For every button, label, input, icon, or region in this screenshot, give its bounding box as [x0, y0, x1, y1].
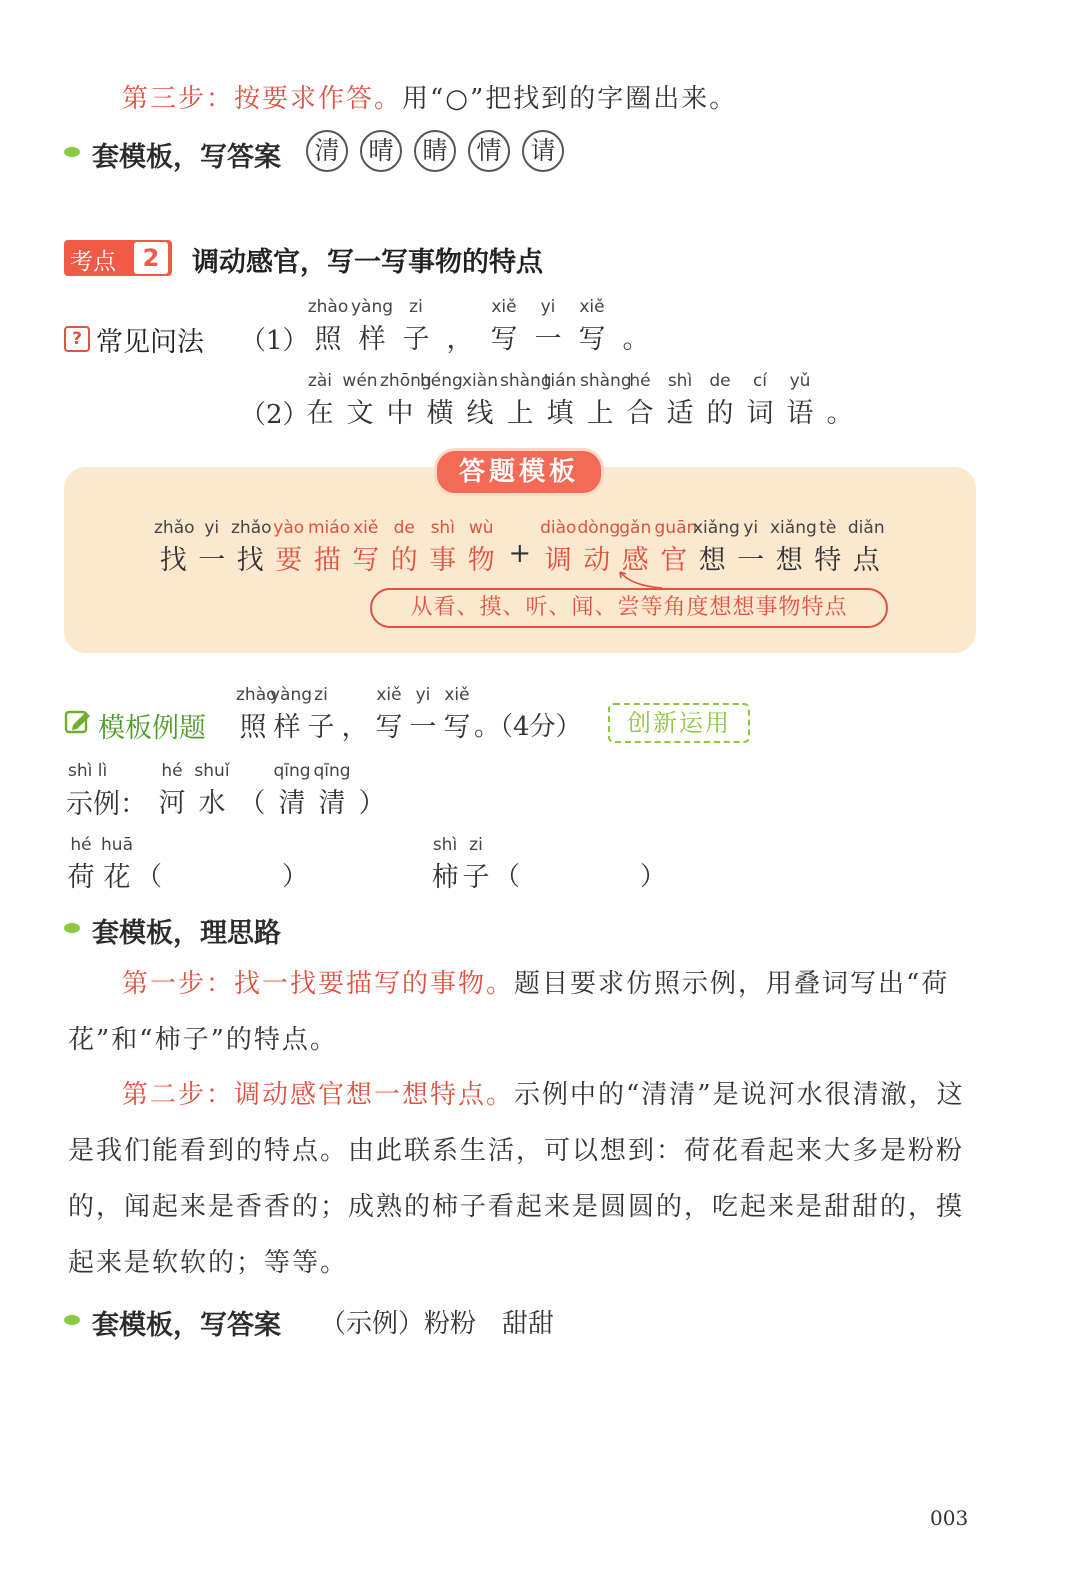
thinking-label: 套模板，理思路 [92, 918, 281, 949]
pinyin-char: tè 特 [814, 518, 842, 576]
step2-text: 示例中的“清清”是说河水很清澈，这是我们能看到的特点。由此联系生活，可以想到：荷花看起来大多是粉粉的，闻起来是香香的；成熟的柿子看起来是圆圆的，吃起来是甜甜的，摸起来是软软的；等等。 [68, 1080, 965, 1278]
pinyin-char: ， [446, 324, 474, 355]
pinyin-char: zhōng 中 [380, 371, 432, 429]
pinyin-char: （ [238, 788, 266, 819]
pinyin-char: xiě 写 [443, 685, 471, 743]
pinyin-char: shì 适 [666, 371, 694, 429]
pinyin-char: yi 一 [534, 297, 562, 355]
edit-icon [64, 708, 92, 736]
kaodian-tag-label: 考点 [70, 249, 116, 275]
pinyin-char: tián 填 [543, 371, 577, 429]
common-questions-label: 常见问法 [96, 327, 204, 358]
pinyin-char: ） [358, 788, 386, 819]
kaodian-badge [64, 240, 172, 276]
pinyin-char: shuǐ 水 [194, 761, 230, 819]
pinyin-char: xiǎng 想 [770, 518, 817, 576]
pinyin-char: dòng 动 [577, 518, 621, 576]
step1-paragraph [68, 956, 980, 1068]
item2-close-paren: ） [640, 862, 667, 892]
step2-paragraph [68, 1067, 980, 1291]
step2-label: 第二步：调动感官想一想特点。 [122, 1080, 515, 1110]
q1-index: （1） [240, 326, 309, 356]
pinyin-char: de 的 [706, 371, 734, 429]
pinyin-char: de 的 [390, 518, 418, 576]
pinyin-char: xiǎng 想 [693, 518, 740, 576]
step3-text: 用“○”把找到的字圈出来。 [402, 84, 738, 114]
pinyin-char: miáo 描 [308, 518, 351, 576]
pinyin-char: xiě 写 [578, 297, 606, 355]
answer1-label: 套模板，写答案 [92, 142, 281, 173]
bullet-icon [64, 1315, 80, 1325]
kaodian-title: 调动感官，写一写事物的特点 [192, 247, 543, 278]
example-tail: 。（4分） [474, 712, 582, 742]
pinyin-char: hé 河 [158, 761, 186, 819]
pinyin-char: yi 一 [198, 518, 226, 576]
pinyin-char: hé 合 [626, 371, 654, 429]
answer-blank[interactable] [170, 856, 280, 886]
plus-sign: + [508, 538, 532, 569]
pinyin-char: yi 一 [737, 518, 765, 576]
pinyin-char: gǎn 感 [619, 518, 652, 576]
answer1-circled-chars [306, 130, 576, 172]
pinyin-char: xiě 写 [352, 518, 380, 576]
pinyin-char: qīng 清 [313, 761, 351, 819]
step3-line [122, 78, 737, 115]
step3-label: 第三步：按要求作答。 [122, 84, 403, 114]
bullet-icon [64, 147, 80, 157]
sample-label-pinyin: shì lì [68, 761, 108, 781]
item1-char1: hé 荷 [67, 835, 95, 893]
pinyin-char: shì 事 [429, 518, 457, 576]
pinyin-char: yàng 样 [270, 685, 313, 743]
pinyin-char: yào 要 [273, 518, 305, 576]
circled-char: 晴 [360, 130, 402, 172]
pinyin-char: 。 [826, 398, 854, 429]
answer2-text: （示例）粉粉 甜甜 [320, 1309, 555, 1339]
pinyin-char: xiàn 线 [462, 371, 498, 429]
question-icon: ? [64, 326, 90, 352]
pinyin-char: wén 文 [342, 371, 378, 429]
pinyin-char: zhǎo 找 [231, 518, 272, 576]
pinyin-char: yǔ 语 [786, 371, 814, 429]
circled-char: 清 [306, 130, 348, 172]
senses-note: 从看、摸、听、闻、尝等角度想想事物特点 [370, 588, 888, 628]
item2-open-paren: （ [494, 862, 521, 892]
pinyin-char: yàng 样 [350, 297, 394, 355]
pinyin-char: diǎn 点 [847, 518, 885, 576]
pinyin-char: ， [341, 712, 369, 743]
kaodian-number: 2 [134, 242, 168, 274]
pinyin-char: wù 物 [467, 518, 495, 576]
pinyin-char: yi 一 [409, 685, 437, 743]
pinyin-char: zhào 照 [307, 297, 349, 355]
pinyin-char: shàng 上 [580, 371, 632, 429]
innovation-tag: 创新运用 [608, 703, 750, 743]
answer2-label: 套模板，写答案 [92, 1310, 281, 1341]
item1-char2: huā 花 [101, 835, 133, 893]
item2-char2: zi 子 [462, 835, 490, 893]
sample-label: 示例： [66, 789, 147, 820]
pinyin-char: diào 调 [540, 518, 577, 576]
pinyin-char: 。 [622, 324, 650, 355]
circled-char: 睛 [414, 130, 456, 172]
bullet-icon [64, 923, 80, 933]
pinyin-char: cí 词 [746, 371, 774, 429]
pinyin-char: xiě 写 [375, 685, 403, 743]
circled-char: 请 [522, 130, 564, 172]
pinyin-char: guān 官 [654, 518, 698, 576]
item2-char1: shì 柿 [431, 835, 459, 893]
step1-text: 题目要求仿照示例，用叠词写出“荷花”和“柿子”的特点。 [68, 969, 950, 1055]
pinyin-char: zhǎo 找 [154, 518, 195, 576]
answer-template-title: 答题模板 [434, 448, 604, 496]
pinyin-char: shàng 上 [500, 371, 552, 429]
pinyin-char: zhào 照 [236, 685, 277, 743]
circled-char: 情 [468, 130, 510, 172]
pinyin-char: zi 子 [402, 297, 430, 355]
page-number: 003 [930, 1506, 969, 1530]
pinyin-char: zài 在 [306, 371, 334, 429]
pinyin-char: xiě 写 [490, 297, 518, 355]
step1-label: 第一步：找一找要描写的事物。 [122, 969, 515, 999]
pinyin-char: qīng 清 [273, 761, 311, 819]
item1-open-paren: （ [136, 862, 163, 892]
q2-index: （2） [240, 400, 309, 430]
example-label: 模板例题 [98, 713, 206, 744]
answer-blank[interactable] [528, 856, 638, 886]
pinyin-char: zi 子 [307, 685, 335, 743]
pinyin-char: héng 横 [420, 371, 463, 429]
item1-close-paren: ） [282, 862, 309, 892]
